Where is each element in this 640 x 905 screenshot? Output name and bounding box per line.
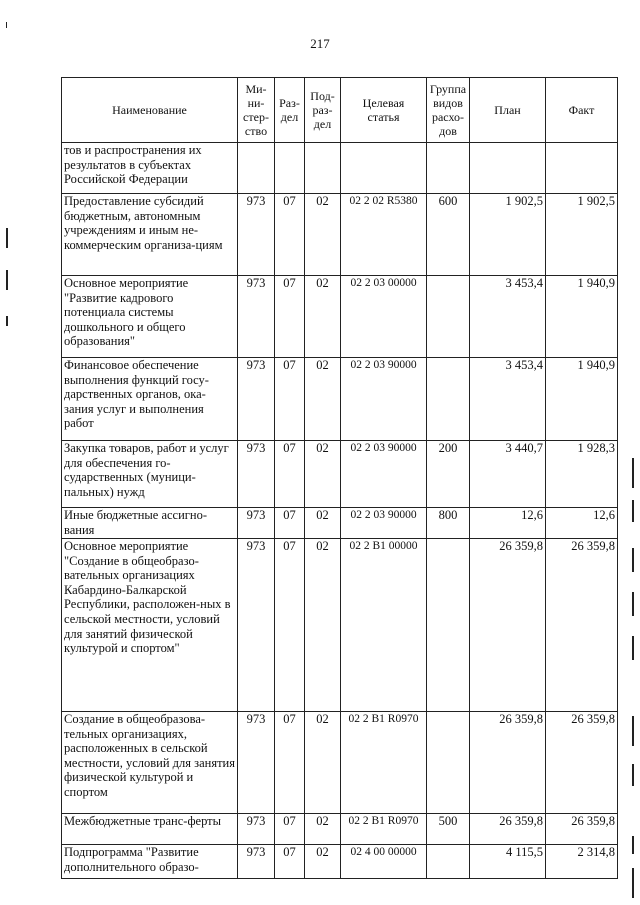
cell-section: 07 (275, 194, 305, 276)
cell-section: 07 (275, 276, 305, 358)
table-body (62, 143, 618, 879)
table-row (62, 143, 618, 194)
cell-plan: 12,6 (470, 508, 546, 539)
cell-target-article (341, 143, 427, 194)
header-fact: Факт (546, 78, 618, 143)
cell-section: 07 (275, 441, 305, 508)
scan-mark (632, 592, 634, 616)
cell-ministry: 973 (238, 539, 275, 712)
cell-name: Подпрограмма "Развитие дополнительного образо- (62, 845, 238, 879)
header-subsection: Под- раз- дел (305, 78, 341, 143)
scan-mark (632, 836, 634, 854)
cell-name: Закупка товаров, работ и услуг для обеспечения го-сударственных (муници-пальных) нужд (62, 441, 238, 508)
table-row (62, 441, 618, 508)
cell-expense-group (427, 276, 470, 358)
cell-fact: 1 902,5 (546, 194, 618, 276)
scan-mark (632, 500, 634, 522)
cell-ministry: 973 (238, 276, 275, 358)
cell-expense-group: 500 (427, 814, 470, 845)
cell-target-article: 02 2 02 R5380 (341, 194, 427, 276)
cell-section: 07 (275, 814, 305, 845)
cell-target-article: 02 2 B1 R0970 (341, 814, 427, 845)
scan-mark (6, 316, 8, 326)
cell-fact: 2 314,8 (546, 845, 618, 879)
cell-section: 07 (275, 539, 305, 712)
table-row (62, 712, 618, 814)
cell-subsection: 02 (305, 712, 341, 814)
scan-mark (632, 716, 634, 746)
cell-expense-group (427, 539, 470, 712)
cell-plan: 3 440,7 (470, 441, 546, 508)
cell-plan: 26 359,8 (470, 539, 546, 712)
cell-ministry: 973 (238, 358, 275, 441)
cell-section: 07 (275, 358, 305, 441)
cell-expense-group: 800 (427, 508, 470, 539)
cell-name: Иные бюджетные ассигно-вания (62, 508, 238, 539)
scan-mark (6, 228, 8, 248)
scan-mark (632, 636, 634, 660)
cell-ministry: 973 (238, 712, 275, 814)
cell-name: Предоставление субсидий бюджетным, автономным учреждениям и иным не-коммерческим организа-циям (62, 194, 238, 276)
cell-plan: 3 453,4 (470, 358, 546, 441)
table-row (62, 358, 618, 441)
cell-name: Основное мероприятие "Создание в общеобразо-вательных организациях Кабардино-Балкарской Республики, расположен-ных в сельской местности, условий для занятий физической культурой и спортом" (62, 539, 238, 712)
cell-expense-group (427, 712, 470, 814)
scan-mark (6, 22, 7, 28)
cell-expense-group (427, 143, 470, 194)
cell-plan (470, 143, 546, 194)
header-name: Наименование (62, 78, 238, 143)
cell-plan: 26 359,8 (470, 712, 546, 814)
cell-expense-group (427, 358, 470, 441)
scan-mark (632, 458, 634, 488)
header-plan: План (470, 78, 546, 143)
cell-subsection: 02 (305, 358, 341, 441)
table-row (62, 845, 618, 879)
table-row (62, 194, 618, 276)
cell-plan: 1 902,5 (470, 194, 546, 276)
header-target-article: Целевая статья (341, 78, 427, 143)
scan-mark (632, 868, 634, 898)
cell-name: Основное мероприятие "Развитие кадрового потенциала системы дошкольного и общего образования" (62, 276, 238, 358)
cell-section: 07 (275, 845, 305, 879)
cell-ministry: 973 (238, 194, 275, 276)
cell-target-article: 02 2 03 90000 (341, 358, 427, 441)
cell-target-article: 02 4 00 00000 (341, 845, 427, 879)
cell-plan: 3 453,4 (470, 276, 546, 358)
header-expense-group: Группа видов расхо- дов (427, 78, 470, 143)
scan-mark (632, 548, 634, 572)
cell-target-article: 02 2 03 00000 (341, 276, 427, 358)
header-section: Раз- дел (275, 78, 305, 143)
cell-subsection: 02 (305, 814, 341, 845)
header-ministry: Ми- ни- стер- ство (238, 78, 275, 143)
cell-ministry: 973 (238, 508, 275, 539)
cell-target-article: 02 2 03 90000 (341, 508, 427, 539)
cell-expense-group: 600 (427, 194, 470, 276)
cell-target-article: 02 2 B1 R0970 (341, 712, 427, 814)
cell-expense-group (427, 845, 470, 879)
cell-ministry: 973 (238, 845, 275, 879)
cell-subsection: 02 (305, 845, 341, 879)
cell-subsection: 02 (305, 276, 341, 358)
scan-mark (6, 270, 8, 290)
page-number: 217 (310, 36, 330, 51)
cell-fact: 26 359,8 (546, 814, 618, 845)
cell-subsection: 02 (305, 194, 341, 276)
cell-name: тов и распространения их результатов в субъектах Российской Федерации (62, 143, 238, 194)
cell-subsection: 02 (305, 441, 341, 508)
cell-fact: 1 928,3 (546, 441, 618, 508)
table-row (62, 508, 618, 539)
cell-subsection: 02 (305, 539, 341, 712)
cell-subsection (305, 143, 341, 194)
cell-ministry (238, 143, 275, 194)
cell-fact: 26 359,8 (546, 539, 618, 712)
cell-subsection: 02 (305, 508, 341, 539)
cell-target-article: 02 2 03 90000 (341, 441, 427, 508)
cell-expense-group: 200 (427, 441, 470, 508)
table-row (62, 539, 618, 712)
cell-fact: 1 940,9 (546, 276, 618, 358)
cell-fact: 12,6 (546, 508, 618, 539)
cell-name: Финансовое обеспечение выполнения функций госу-дарственных органов, ока-зания услуг и выполнения работ (62, 358, 238, 441)
table-row (62, 276, 618, 358)
cell-section (275, 143, 305, 194)
cell-fact (546, 143, 618, 194)
cell-ministry: 973 (238, 814, 275, 845)
table-row (62, 814, 618, 845)
cell-plan: 26 359,8 (470, 814, 546, 845)
cell-name: Межбюджетные транс-ферты (62, 814, 238, 845)
cell-name: Создание в общеобразова-тельных организациях, расположенных в сельской местности, условий для занятия физической культурой и спортом (62, 712, 238, 814)
cell-fact: 1 940,9 (546, 358, 618, 441)
cell-target-article: 02 2 B1 00000 (341, 539, 427, 712)
cell-fact: 26 359,8 (546, 712, 618, 814)
budget-table (61, 77, 618, 879)
cell-section: 07 (275, 712, 305, 814)
cell-plan: 4 115,5 (470, 845, 546, 879)
cell-section: 07 (275, 508, 305, 539)
cell-ministry: 973 (238, 441, 275, 508)
header-row (62, 78, 618, 143)
scan-mark (632, 764, 634, 786)
